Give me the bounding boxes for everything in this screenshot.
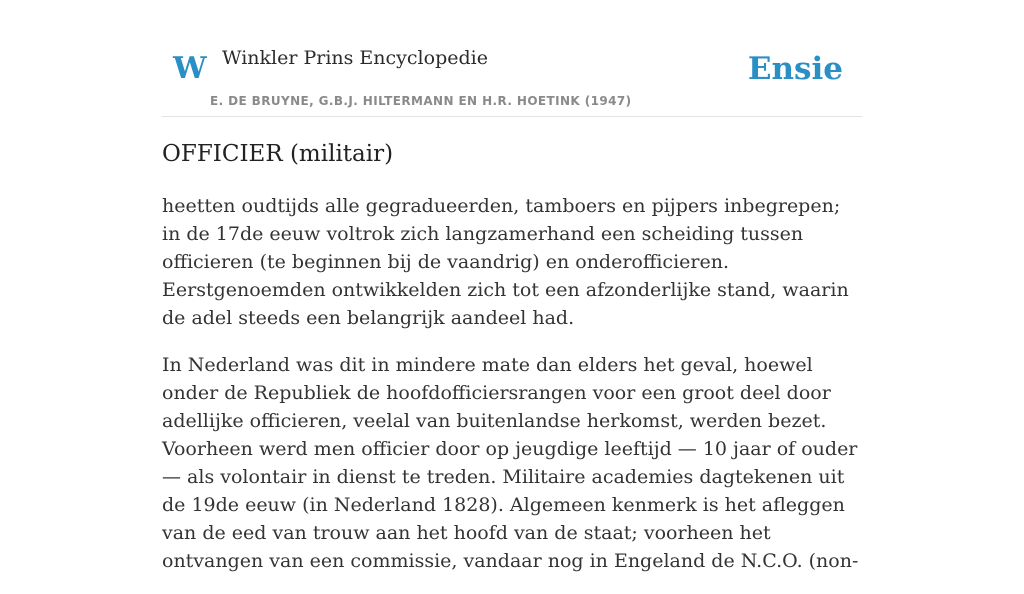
book-title-link[interactable]: Winkler Prins Encyclopedie [222,47,488,69]
site-header [162,0,862,117]
entry-paragraph: heetten oudtijds alle gegradueerden, tamboers en pijpers inbegrepen; in de 17de eeuw voltrok zich langzamerhand een scheiding tussen officieren (te beginnen bij de vaandrig) en onderofficieren. Eerstgenoemden ontwikkelden zich tot een afzonderlijke stand, waarin de adel steeds een belangrijk aandeel had. [162,195,849,329]
entry-title: OFFICIER (militair) [162,141,394,167]
authors-line: E. DE BRUYNE, G.B.J. HILTERMANN EN H.R. HOETINK (1947) [210,94,632,108]
ensie-brand-logo[interactable]: Ensie [747,51,843,87]
entry-paragraph: In Nederland was dit in mindere mate dan elders het geval, hoewel onder de Republiek de hoofdofficiersrangen voor een groot deel door adellijke officieren, veelal van buitenlandse herkomst, werden bezet. Voorheen werd men officier door op jeugdige leeftijd — 10 jaar of ouder — als volontair in dienst te treden. Militaire academies dagtekenen uit de 19de eeuw (in Nederland 1828). Algemeen kenmerk is het afleggen van de eed van trouw aan het hoofd van de staat; voorheen het ontvangen van een commissie, vandaar nog in Engeland de N.C.O. (non- [162,354,859,572]
entry-content [162,192,862,594]
winkler-prins-logo[interactable]: W [173,51,207,86]
